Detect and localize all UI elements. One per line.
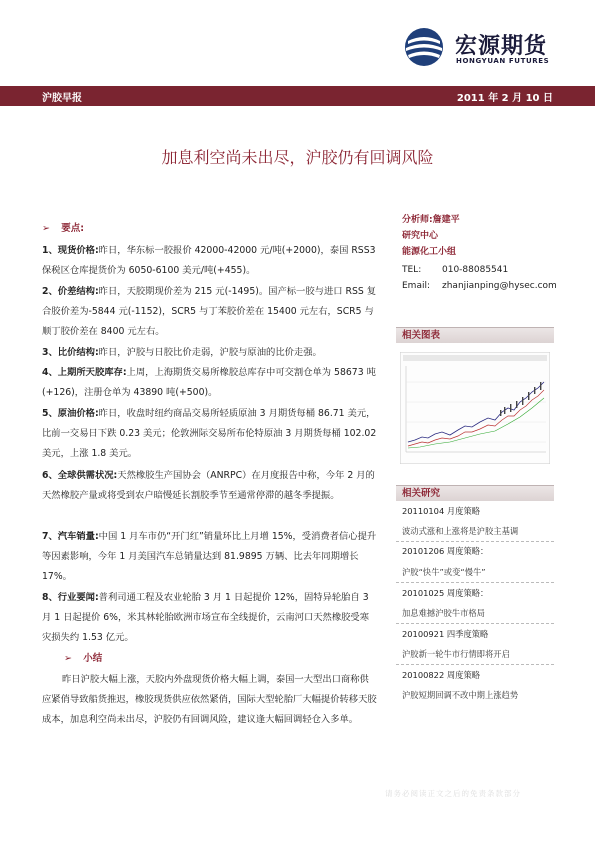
report-4-title[interactable]: 沪胶新一轮牛市行情即将开启 xyxy=(402,649,510,659)
report-5-title[interactable]: 沪胶短期回调不改中期上涨趋势 xyxy=(402,690,519,700)
analyst-line: 分析师:詹建平 xyxy=(402,215,460,225)
report-3-date: 20101025 周度策略： xyxy=(402,588,489,598)
related-research-heading: 相关研究 xyxy=(396,485,554,501)
key-points-heading: ➢ 要点: xyxy=(42,223,85,234)
email-line: Email: zhanjianping@hysec.com xyxy=(402,281,557,291)
summary-heading: ➢ 小结 xyxy=(64,653,103,664)
report-4-date: 20100921 四季度策略 xyxy=(402,629,489,639)
report-1-title[interactable]: 波动式涨和上涨将是沪胶主基调 xyxy=(402,526,519,536)
report-1-date: 20110104 月度策略 xyxy=(402,506,481,516)
page-title: 加息利空尚未出尽，沪胶仍有回调风险 xyxy=(161,148,434,167)
key-point-6: 6、全球供需状况:天然橡胶生产国协会（ANRPC）在月度报告中称，今年 2 月的天然橡胶产量或将受到农户暗慢延长割胶季节至通常停滞的越冬季提振。 xyxy=(42,470,375,501)
related-chart-heading: 相关图表 xyxy=(396,327,554,343)
arrow-bullet-icon: ➢ xyxy=(64,653,72,664)
key-point-7: 7、汽车销量:中国 1 月车市仍“开门红”销量环比上月增 15%，受消费者信心提升等因素影响，今年 1 月美国汽车总销量达到 81.9895 万辆、比去年同期增长 17%。 xyxy=(42,531,377,582)
report-divider xyxy=(396,582,554,583)
report-5-date: 20100822 周度策略 xyxy=(402,670,481,680)
report-2-title[interactable]: 沪胶“快牛”或变“慢牛” xyxy=(402,567,486,577)
related-chart-thumbnail xyxy=(400,352,550,464)
brand-name-en: HONGYUAN FUTURES xyxy=(456,57,550,65)
hongyuan-globe-logo-icon xyxy=(404,27,444,67)
report-divider xyxy=(396,623,554,624)
report-2-date: 20101206 周度策略： xyxy=(402,546,489,556)
report-type: 沪胶早报 xyxy=(42,93,82,104)
summary-text: 昨日沪胶大幅上涨，天胶内外盘现货价格大幅上调，泰国一大型出口商称供应紧俏导致船货推迟，橡胶现货供应依然紧俏，国际大型轮胎厂大幅提价转移天胶成本，加息利空尚未出尽，沪胶仍有回调风险，建议逢大幅回调轻仓入多单。 xyxy=(42,674,377,725)
key-point-5: 5、原油价格:昨日，收盘时纽约商品交易所轻质原油 3 月期货每桶 86.71 美元，比前一交易日下跌 0.23 美元；伦敦洲际交易所布伦特原油 3 月期货每桶 102.02 美元，上涨 1.8 美元。 xyxy=(42,408,377,459)
key-point-8: 8、行业要闻:普利司通工程及农业轮胎 3 月 1 日起提价 12%，固特异轮胎自 3 月 1 日起提价 6%，米其林轮胎欧洲市场宣布全线提价，云南河口天然橡胶受寒灾损失约 1.53 亿元。 xyxy=(42,592,370,643)
report-divider xyxy=(396,664,554,665)
disclaimer-footer: 请务必阅读正文之后的免责条款部分 xyxy=(385,789,521,798)
email-link[interactable]: zhanjianping@hysec.com xyxy=(442,281,557,291)
department: 研究中心 xyxy=(402,231,439,241)
key-point-4: 4、上期所天胶库存:上周，上海期货交易所橡胶总库存中可交割仓单为 58673 吨(+126)，注册仓单为 43890 吨(+500)。 xyxy=(42,367,376,398)
key-point-2: 2、价差结构:昨日，天胶期现价差为 215 元(-1495)。国产标一胶与进口 RSS 复合胶价差为-5844 元(-1152)，SCR5 与丁苯胶价差在 15400 元左右，SCR5 与顺丁胶价差在 8400 元左右。 xyxy=(42,286,377,337)
arrow-bullet-icon: ➢ xyxy=(42,223,50,234)
report-date: 2011 年 2 月 10 日 xyxy=(456,93,553,104)
tel-line: TEL: 010-88085541 xyxy=(402,265,509,275)
brand-name-cn: 宏源期货 xyxy=(455,34,548,59)
group-name: 能源化工小组 xyxy=(402,247,457,257)
report-divider xyxy=(396,541,554,542)
report-3-title[interactable]: 加息难撼沪胶牛市格局 xyxy=(402,608,485,618)
key-point-1: 1、现货价格:昨日，华东标一胶报价 42000-42000 元/吨(+2000)，泰国 RSS3 保税区仓库提货价为 6050-6100 美元/吨(+455)。 xyxy=(42,245,376,276)
key-point-3: 3、比价结构:昨日，沪胶与日胶比价走弱，沪胶与原油的比价走强。 xyxy=(42,347,322,358)
